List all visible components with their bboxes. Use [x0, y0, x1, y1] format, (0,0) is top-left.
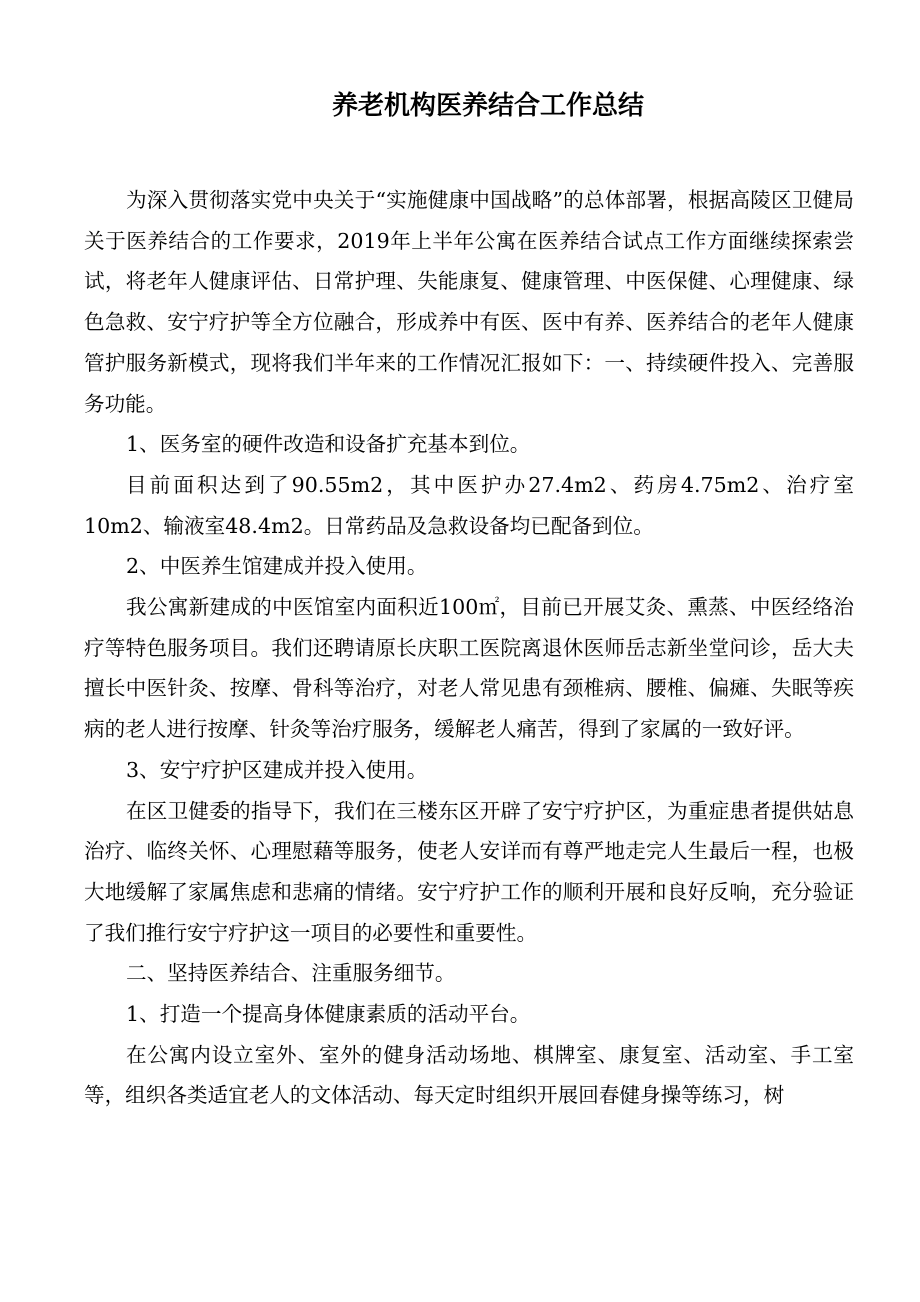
- paragraph-heading-hospice-area: 3、安宁疗护区建成并投入使用。: [126, 757, 428, 782]
- paragraph-intro: 为深入贯彻落实党中央关于“实施健康中国战略”的总体部署，根据高陵区卫健局关于医养结合的工作要求，2019年上半年公寓在医养结合试点工作方面继续探索尝试，将老年人健康评估、日常护理、失能康复、健康管理、中医保健、心理健康、绿色急救、安宁疗护等全方位融合，形成养中有医、医中有养、医养结合的老年人健康管护服务新模式，现将我们半年来的工作情况汇报如下：一、持续硬件投入、完善服务功能。: [84, 188, 854, 416]
- paragraph-heading-tcm-hall: 2、中医养生馆建成并投入使用。: [126, 554, 428, 579]
- paragraph-heading-medical-room: 1、医务室的硬件改造和设备扩充基本到位。: [126, 432, 531, 457]
- paragraph-section-two-heading: 二、坚持医养结合、注重服务细节。: [126, 961, 456, 986]
- document-title: 养老机构医养结合工作总结: [331, 91, 644, 121]
- paragraph-heading-activity-platform: 1、打造一个提高身体健康素质的活动平台。: [126, 1002, 531, 1027]
- document-body: [84, 180, 854, 1116]
- paragraph-tcm-hall: 我公寓新建成的中医馆室内面积近100㎡，目前已开展艾灸、熏蒸、中医经络治疗等特色服务项目。我们还聘请原长庆职工医院离退休医师岳志新坐堂问诊，岳大夫擅长中医针灸、按摩、骨科等治疗，对老人常见患有颈椎病、腰椎、偏瘫、失眠等疾病的老人进行按摩、针灸等治疗服务，缓解老人痛苦，得到了家属的一致好评。: [84, 595, 854, 742]
- paragraph-activity-platform: 在公寓内设立室外、室外的健身活动场地、棋牌室、康复室、活动室、手工室等，组织各类适宜老人的文体活动、每天定时组织开展回春健身操等练习，树: [84, 1042, 854, 1108]
- paragraph-hospice-area: 在区卫健委的指导下，我们在三楼东区开辟了安宁疗护区，为重症患者提供姑息治疗、临终关怀、心理慰藉等服务，使老人安详而有尊严地走完人生最后一程，也极大地缓解了家属焦虑和悲痛的情绪。安宁疗护工作的顺利开展和良好反响，充分验证了我们推行安宁疗护这一项目的必要性和重要性。: [84, 798, 854, 945]
- paragraph-medical-room-area: 目前面积达到了90.55m2，其中医护办27.4m2、药房4.75m2、治疗室10m2、输液室48.4m2。日常药品及急救设备均已配备到位。: [84, 472, 854, 538]
